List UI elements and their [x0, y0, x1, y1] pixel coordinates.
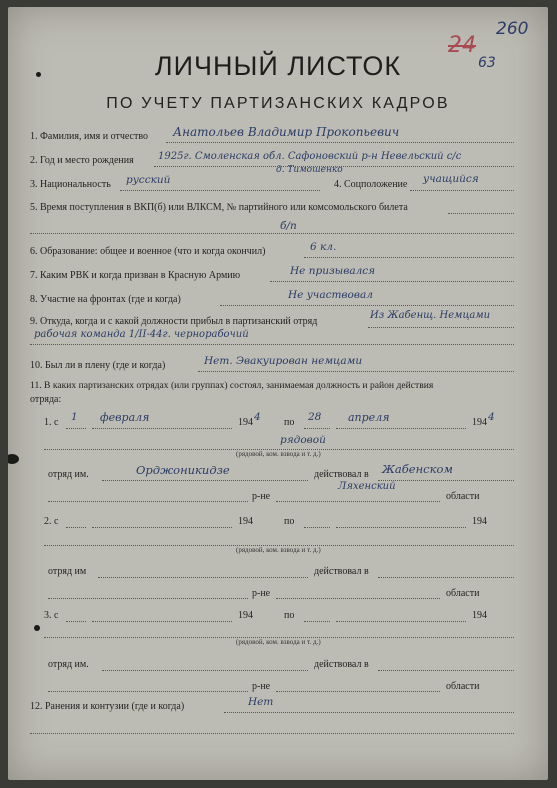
field-12-value: Нет [248, 696, 274, 708]
entry-2-rne-line [276, 598, 440, 599]
entry-2-to: по [284, 516, 295, 527]
entry-1-month: февраля [100, 411, 150, 424]
entry-2-otr: отряд им [48, 566, 87, 577]
field-3-label: 3. Национальность [30, 179, 111, 190]
entry-1-num: 1. с [44, 417, 59, 428]
field-5-line [448, 213, 514, 214]
entry-1-year: 4 [254, 411, 261, 423]
field-10-label: 10. Был ли в плену (где и когда) [30, 360, 166, 371]
field-6-value: 6 кл. [310, 241, 337, 253]
entry-2-acted: действовал в [314, 566, 369, 577]
field-1-value: Анатольев Владимир Прокопьевич [173, 125, 400, 139]
field-9-line-2 [30, 344, 514, 345]
entry-1-rne-line-left [48, 501, 248, 502]
entry-2-to-month-line [336, 527, 466, 528]
field-11-label-2: отряда: [30, 394, 62, 405]
field-7-line [270, 281, 514, 282]
entry-1-year-prefix: 194 [238, 417, 253, 428]
field-2-value: 1925г. Смоленская обл. Сафоновский р-н Невельский с/с [158, 151, 462, 162]
field-4-label: 4. Соцположение [334, 179, 408, 190]
field-10-value: Нет. Эвакуирован немцами [204, 355, 363, 367]
field-9-line [368, 327, 514, 328]
entry-1-otr: отряд им. [48, 469, 89, 480]
punch-hole [8, 454, 19, 464]
entry-3-to-day-line [304, 621, 330, 622]
entry-2-rne: р-не [252, 588, 271, 599]
entry-3-to: по [284, 610, 295, 621]
field-11-label: 11. В каких партизанских отрядах (или группах) состоял, занимаемая должность и район действия [30, 380, 434, 391]
entry-2-to-day-line [304, 527, 330, 528]
entry-1-rne: р-не [252, 491, 271, 502]
field-12-line [224, 712, 514, 713]
field-8-line [220, 305, 514, 306]
entry-3-acted-line [378, 670, 514, 671]
entry-3-month-line [92, 621, 232, 622]
entry-2-year-prefix: 194 [238, 516, 253, 527]
entry-1-position: рядовой [280, 434, 326, 446]
field-6-line [304, 257, 514, 258]
field-5-label: 5. Время поступления в ВКП(б) или ВЛКСМ, № партийного или комсомольского билета [30, 202, 408, 213]
entry-3-rne-line-left [48, 691, 248, 692]
field-1-label: 1. Фамилия, имя и отчество [30, 131, 149, 142]
field-12-label: 12. Ранения и контузии (где и когда) [30, 701, 185, 712]
entry-1-month-line [92, 428, 232, 429]
field-3-value: русский [126, 174, 171, 186]
entry-1-to-year: 4 [488, 411, 495, 423]
entry-1-otr-name: Орджоникидзе [136, 463, 230, 477]
crossed-number: 24 [448, 33, 476, 58]
entry-3-acted: действовал в [314, 659, 369, 670]
entry-3-otr-line [102, 670, 308, 671]
page-title: ЛИЧНЫЙ ЛИСТОК [154, 51, 402, 81]
field-4-line [410, 190, 514, 191]
entry-2-otr-line [98, 577, 308, 578]
field-3-line [120, 190, 320, 191]
field-5-line-2 [30, 233, 514, 234]
field-8-label: 8. Участие на фронтах (где и когда) [30, 294, 181, 305]
entry-3-num: 3. с [44, 610, 59, 621]
field-7-label: 7. Каким РВК и когда призван в Красную Армию [30, 270, 241, 281]
field-6-label: 6. Образование: общее и военное (что и когда окончил) [30, 246, 266, 257]
field-5-value: б/п [280, 220, 297, 232]
document-sheet [8, 7, 548, 780]
entry-1-sublabel: (рядовой, ком. взвода и т. д.) [236, 450, 321, 458]
field-12-line-2 [30, 733, 514, 734]
punch-hole [34, 625, 40, 631]
entry-1-to-day: 28 [308, 411, 322, 423]
entry-2-num: 2. с [44, 516, 59, 527]
entry-1-obl: области [446, 491, 480, 502]
entry-1-to: по [284, 417, 295, 428]
entry-3-rne: р-не [252, 681, 271, 692]
field-2-label: 2. Год и место рождения [30, 155, 134, 166]
entry-3-to-month-line [336, 621, 466, 622]
entry-1-acted: действовал в [314, 469, 369, 480]
entry-1-to-month-line [336, 428, 466, 429]
entry-3-obl: области [446, 681, 480, 692]
archive-number: 260 [496, 19, 529, 39]
entry-1-otr-line [102, 480, 308, 481]
entry-2-acted-line [378, 577, 514, 578]
entry-2-rne-line-left [48, 598, 248, 599]
field-7-value: Не призывался [290, 265, 376, 277]
entry-2-to-year-prefix: 194 [472, 516, 487, 527]
field-9-value-2: рабочая команда 1/II-44г. чернорабочий [34, 329, 249, 340]
entry-1-day: 1 [71, 411, 78, 423]
entry-1-acted-line [378, 480, 514, 481]
entry-3-day-line [66, 621, 86, 622]
entry-1-to-month: апреля [348, 411, 390, 424]
entry-1-rne-val: Ляхенский [338, 481, 396, 492]
entry-2-obl: области [446, 588, 480, 599]
entry-3-rne-line [276, 691, 440, 692]
entry-2-day-line [66, 527, 86, 528]
entry-1-rne-line [276, 501, 440, 502]
field-2-value-2: д. Тимошенко [276, 165, 343, 175]
field-1-line [166, 142, 514, 143]
archive-sub-number: 63 [478, 55, 496, 71]
page-subtitle: ПО УЧЕТУ ПАРТИЗАНСКИХ КАДРОВ [106, 95, 450, 112]
entry-3-otr: отряд им. [48, 659, 89, 670]
entry-3-year-prefix: 194 [238, 610, 253, 621]
entry-1-day-line [66, 428, 86, 429]
field-9-value: Из Жабенщ. Немцами [370, 310, 491, 321]
entry-3-to-year-prefix: 194 [472, 610, 487, 621]
entry-1-to-year-prefix: 194 [472, 417, 487, 428]
entry-2-month-line [92, 527, 232, 528]
entry-1-to-day-line [304, 428, 330, 429]
field-4-value: учащийся [423, 173, 479, 185]
entry-1-acted-val: Жабенском [382, 462, 453, 476]
field-8-value: Не участвовал [288, 289, 373, 301]
entry-3-sublabel: (рядовой, ком. взвода и т. д.) [236, 638, 321, 646]
field-10-line [198, 371, 514, 372]
field-9-label: 9. Откуда, когда и с какой должности прибыл в партизанский отряд [30, 316, 318, 327]
entry-2-sublabel: (рядовой, ком. взвода и т. д.) [236, 546, 321, 554]
